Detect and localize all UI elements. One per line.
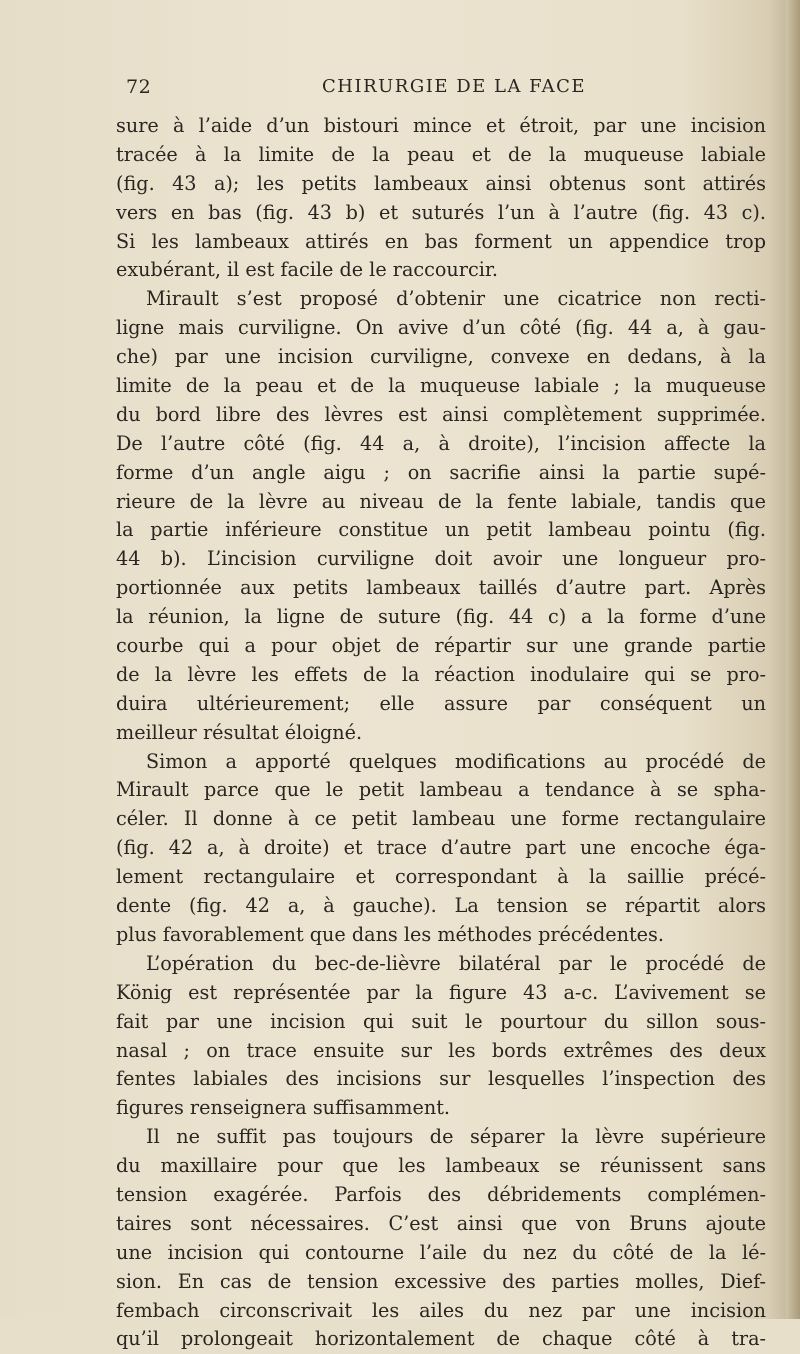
text-line: vers en bas (fig. 43 b) et suturés l’un à l’autre (fig. 43 c). (116, 200, 766, 224)
text-line: nasal ; on trace ensuite sur les bords extrêmes des deux (116, 1038, 766, 1062)
text-line: Si les lambeaux attirés en bas forment un appendice trop (116, 229, 766, 253)
text-line: du maxillaire pour que les lambeaux se réunissent sans (116, 1154, 766, 1178)
page-number: 72 (126, 76, 152, 98)
text-line: L’opération du bec-de-lièvre bilatéral par le procédé de (146, 951, 766, 975)
text-line: la partie inférieure constitue un petit lambeau pointu (fig. (116, 518, 766, 542)
text-line: tension exagérée. Parfois des débridements complémen- (116, 1182, 766, 1206)
text-line: plus favorablement que dans les méthodes précédentes. (116, 922, 664, 946)
page-header (126, 76, 766, 102)
text-line: che) par une incision curviligne, convexe en dedans, à la (116, 345, 766, 369)
text-line: céler. Il donne à ce petit lambeau une forme rectangulaire (116, 807, 766, 831)
text-line: ligne mais curviligne. On avive d’un côté (fig. 44 a, à gau- (116, 316, 766, 340)
text-line: une incision qui contourne l’aile du nez du côté de la lé- (116, 1240, 766, 1264)
text-line: Simon a apporté quelques modifications au procédé de (146, 749, 766, 773)
text-line: courbe qui a pour objet de répartir sur une grande partie (116, 634, 766, 658)
text-line: De l’autre côté (fig. 44 a, à droite), l’incision affecte la (116, 431, 766, 455)
text-line: de la lèvre les effets de la réaction inodulaire qui se pro- (116, 662, 766, 686)
text-line: 44 b). L’incision curviligne doit avoir une longueur pro- (116, 547, 766, 571)
text-line: König est représentée par la figure 43 a-c. L’avivement se (116, 980, 766, 1004)
text-line: rieure de la lèvre au niveau de la fente labiale, tandis que (116, 489, 766, 513)
running-title: CHIRURGIE DE LA FACE (322, 76, 587, 97)
text-line: meilleur résultat éloigné. (116, 720, 363, 744)
text-line: fentes labiales des incisions sur lesquelles l’inspection des (116, 1067, 766, 1091)
text-line: Il ne suffit pas toujours de séparer la lèvre supérieure (146, 1125, 766, 1149)
text-line: qu’il prolongeait horizontalement de chaque côté à tra- (116, 1327, 766, 1351)
body-text (116, 112, 766, 1354)
text-line: la réunion, la ligne de suture (fig. 44 c) a la forme d’une (116, 605, 766, 629)
text-line: fembach circonscrivait les ailes du nez par une incision (116, 1298, 766, 1322)
text-line: (fig. 43 a); les petits lambeaux ainsi obtenus sont attirés (116, 171, 766, 195)
page-edge (786, 0, 800, 1319)
text-line: sion. En cas de tension excessive des parties molles, Dief- (116, 1269, 766, 1293)
text-line: portionnée aux petits lambeaux taillés d’autre part. Après (116, 576, 766, 600)
text-line: lement rectangulaire et correspondant à la saillie précé- (116, 865, 766, 889)
text-line: (fig. 42 a, à droite) et trace d’autre part une encoche éga- (116, 836, 766, 860)
text-line: Mirault s’est proposé d’obtenir une cicatrice non recti- (146, 287, 766, 311)
text-line: limite de la peau et de la muqueuse labiale ; la muqueuse (116, 374, 766, 398)
text-line: dente (fig. 42 a, à gauche). La tension se répartit alors (116, 894, 766, 918)
text-line: duira ultérieurement; elle assure par conséquent un (116, 691, 766, 715)
text-line: figures renseignera suffisamment. (116, 1096, 451, 1120)
text-line: du bord libre des lèvres est ainsi complètement supprimée. (116, 402, 766, 426)
text-line: sure à l’aide d’un bistouri mince et étroit, par une incision (116, 114, 766, 137)
text-line: Mirault parce que le petit lambeau a tendance à se spha- (116, 778, 766, 802)
text-line: tracée à la limite de la peau et de la muqueuse labiale (116, 142, 766, 166)
text-line: taires sont nécessaires. C’est ainsi que von Bruns ajoute (116, 1211, 766, 1235)
text-line: forme d’un angle aigu ; on sacrifie ainsi la partie supé- (116, 460, 766, 484)
text-line: fait par une incision qui suit le pourtour du sillon sous- (116, 1009, 766, 1033)
text-line: exubérant, il est facile de le raccourcir. (116, 258, 499, 282)
